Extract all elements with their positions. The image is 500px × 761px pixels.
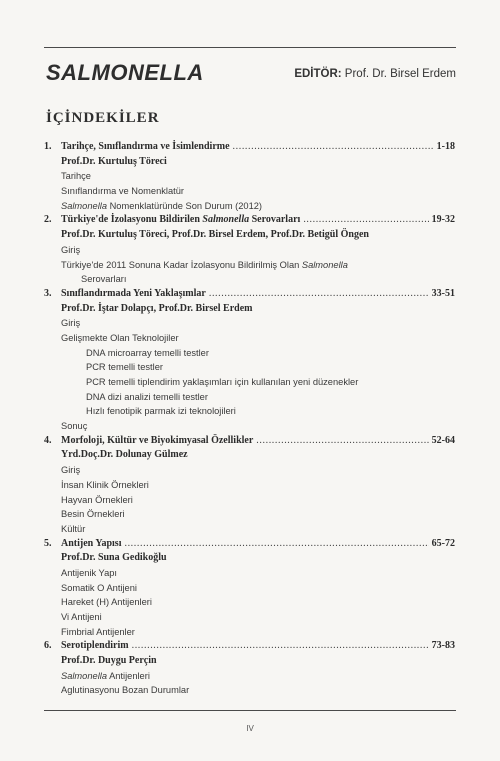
dot-leader	[132, 639, 429, 654]
chapter-authors: Prof.Dr. Kurtuluş Töreci, Prof.Dr. Birsel Erdem, Prof.Dr. Betigül Öngen	[61, 229, 369, 241]
section-text: Antijenleri	[107, 670, 150, 681]
italic-term: Salmonella	[61, 200, 107, 211]
dot-leader	[303, 213, 428, 228]
section-text: Nomenklatüründe Son Durum (2012)	[107, 200, 263, 211]
section-item: Kültür	[61, 523, 86, 534]
chapter-title-line[interactable]	[44, 213, 455, 228]
chapter-authors: Yrd.Doç.Dr. Dolunay Gülmez	[61, 449, 188, 461]
section-item: Giriş	[61, 318, 81, 329]
page-range: 33-51	[431, 287, 455, 299]
section-item: İnsan Klinik Örnekleri	[61, 479, 149, 490]
subsection-item: Hızlı fenotipik parmak izi teknolojileri	[86, 406, 236, 417]
subsection-item: PCR temelli tiplendirim yaklaşımları için kullanılan yeni düzenekler	[86, 377, 359, 387]
section-item: Giriş	[61, 465, 81, 476]
chapter-authors: Prof.Dr. İştar Dolapçı, Prof.Dr. Birsel Erdem	[61, 302, 253, 314]
book-title: SALMONELLA	[46, 60, 204, 85]
chapter-title: Morfoloji, Kültür ve Biyokimyasal Özellikler	[61, 434, 254, 446]
chapter-authors: Prof.Dr. Suna Gedikoğlu	[61, 552, 167, 564]
dot-leader	[124, 537, 428, 552]
toc-heading: İÇİNDEKİLER	[46, 110, 160, 126]
toc-entry-2	[44, 213, 455, 286]
chapter-title-line[interactable]	[44, 639, 455, 654]
page-range: 65-72	[431, 537, 455, 549]
top-rule	[44, 47, 456, 48]
page-number: IV	[246, 724, 254, 733]
section-item	[44, 199, 455, 214]
italic-term: Salmonella	[202, 214, 250, 226]
italic-term: Salmonella	[61, 670, 107, 681]
subsection-item: DNA dizi analizi temelli testler	[86, 391, 208, 402]
section-item: Tarihçe	[61, 171, 91, 182]
chapter-title: Serotiplendirim	[61, 640, 129, 652]
section-item: Hareket (H) Antijenleri	[61, 597, 152, 608]
chapter-number: 1.	[44, 141, 52, 152]
section-item: Antijenik Yapı	[61, 567, 117, 578]
title-part: Türkiye'de İzolasyonu Bildirilen	[61, 214, 203, 226]
page-range: 73-83	[431, 640, 455, 652]
dot-leader	[209, 287, 429, 302]
section-item: Somatik O Antijeni	[61, 582, 137, 593]
toc-entry-6	[44, 639, 455, 698]
page-range: 52-64	[431, 434, 455, 446]
page-range: 1-18	[436, 141, 455, 152]
chapter-title-line[interactable]	[44, 140, 455, 155]
chapter-authors: Prof.Dr. Kurtuluş Töreci	[61, 155, 167, 167]
chapter-authors: Prof.Dr. Duygu Perçin	[61, 655, 157, 667]
section-item: Aglutinasyonu Bozan Durumlar	[61, 685, 190, 696]
subsection-item: PCR temelli testler	[86, 362, 163, 373]
chapter-title-line[interactable]	[44, 537, 455, 552]
dot-leader	[233, 140, 434, 155]
toc-entry-1	[44, 140, 455, 213]
chapter-title-line[interactable]	[44, 434, 455, 449]
subsection-item: DNA microarray temelli testler	[86, 347, 209, 358]
chapter-title: Tarihçe, Sınıflandırma ve İsimlendirme	[61, 141, 230, 152]
chapter-title-line[interactable]	[44, 287, 455, 302]
section-item: Giriş	[61, 244, 81, 255]
chapter-title: Antijen Yapısı	[61, 537, 122, 549]
section-item: Fimbrial Antijenler	[61, 626, 135, 637]
bottom-rule	[44, 710, 456, 711]
page-range: 19-32	[431, 214, 455, 226]
chapter-title	[61, 213, 300, 228]
title-part: Serovarları	[249, 214, 301, 226]
toc-entry-4	[44, 434, 455, 537]
chapter-number: 4.	[44, 434, 52, 446]
table-of-contents	[44, 140, 455, 698]
chapter-number: 6.	[44, 640, 52, 652]
page-header	[46, 58, 456, 88]
section-item: Sonuç	[61, 421, 88, 432]
section-item: Besin Örnekleri	[61, 509, 125, 520]
section-item: Gelişmekte Olan Teknolojiler	[61, 332, 179, 343]
section-item: Hayvan Örnekleri	[61, 494, 133, 505]
section-item-continued: Serovarları	[81, 274, 127, 285]
chapter-title: Sınıflandırmada Yeni Yaklaşımlar	[61, 287, 206, 299]
section-item: Vi Antijeni	[61, 612, 102, 622]
toc-entry-3	[44, 287, 455, 434]
chapter-number: 5.	[44, 537, 52, 549]
section-item	[44, 258, 455, 273]
section-text: Türkiye'de 2011 Sonuna Kadar İzolasyonu Bildirilmiş Olan	[61, 259, 302, 270]
dot-leader	[256, 434, 428, 449]
italic-term: Salmonella	[301, 259, 348, 270]
chapter-number: 2.	[44, 214, 52, 226]
chapter-number: 3.	[44, 287, 52, 299]
toc-entry-5	[44, 537, 455, 640]
editor-label: EDİTÖR:	[294, 68, 342, 80]
editor-credit	[294, 68, 456, 80]
editor-name: Prof. Dr. Birsel Erdem	[344, 68, 456, 80]
section-item	[44, 669, 455, 684]
section-item: Sınıflandırma ve Nomenklatür	[61, 186, 184, 197]
